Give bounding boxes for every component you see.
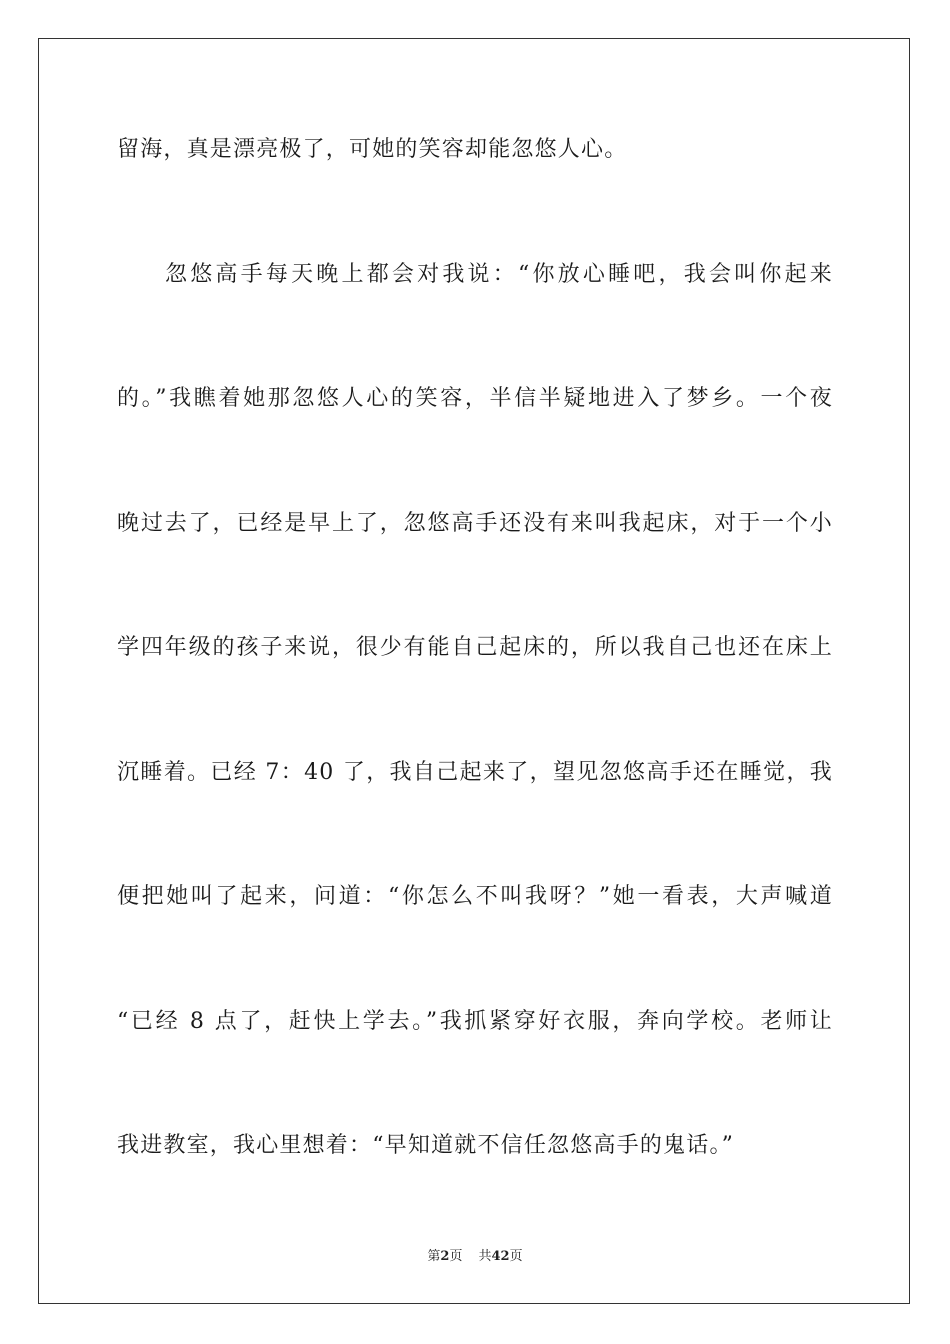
paragraph-line-3: 的。”我瞧着她那忽悠人心的笑容，半信半疑地进入了梦乡。一个夜 xyxy=(117,386,833,411)
footer-page-prefix: 第 xyxy=(427,1249,441,1264)
paragraph-line-6: 沉睡着。已经 7：40 了，我自己起来了，望见忽悠高手还在睡觉，我 xyxy=(117,760,833,785)
footer-page-suffix: 页 xyxy=(449,1249,463,1264)
paragraph-line-2: 忽悠高手每天晚上都会对我说：“你放心睡吧，我会叫你起来 xyxy=(165,262,833,287)
footer-total-suffix: 页 xyxy=(509,1249,523,1264)
paragraph-line-8: “已经 8 点了，赶快上学去。”我抓紧穿好衣服，奔向学校。老师让 xyxy=(117,1009,833,1034)
paragraph-line-5: 学四年级的孩子来说，很少有能自己起床的，所以我自己也还在床上 xyxy=(117,635,833,660)
paragraph-line-9: 我进教室，我心里想着：“早知道就不信任忽悠高手的鬼话。” xyxy=(117,1133,735,1158)
page-footer xyxy=(0,1249,950,1265)
footer-total-pages: 42 xyxy=(491,1249,510,1264)
footer-page-number: 2 xyxy=(440,1249,450,1264)
paragraph-line-4: 晚过去了，已经是早上了，忽悠高手还没有来叫我起床，对于一个小 xyxy=(117,511,833,536)
page-border xyxy=(38,38,910,1304)
footer-total-prefix: 共 xyxy=(478,1249,492,1264)
paragraph-line-1: 留海，真是漂亮极了，可她的笑容却能忽悠人心。 xyxy=(117,137,628,162)
paragraph-line-7: 便把她叫了起来，问道：“你怎么不叫我呀？”她一看表，大声喊道 xyxy=(117,884,833,909)
